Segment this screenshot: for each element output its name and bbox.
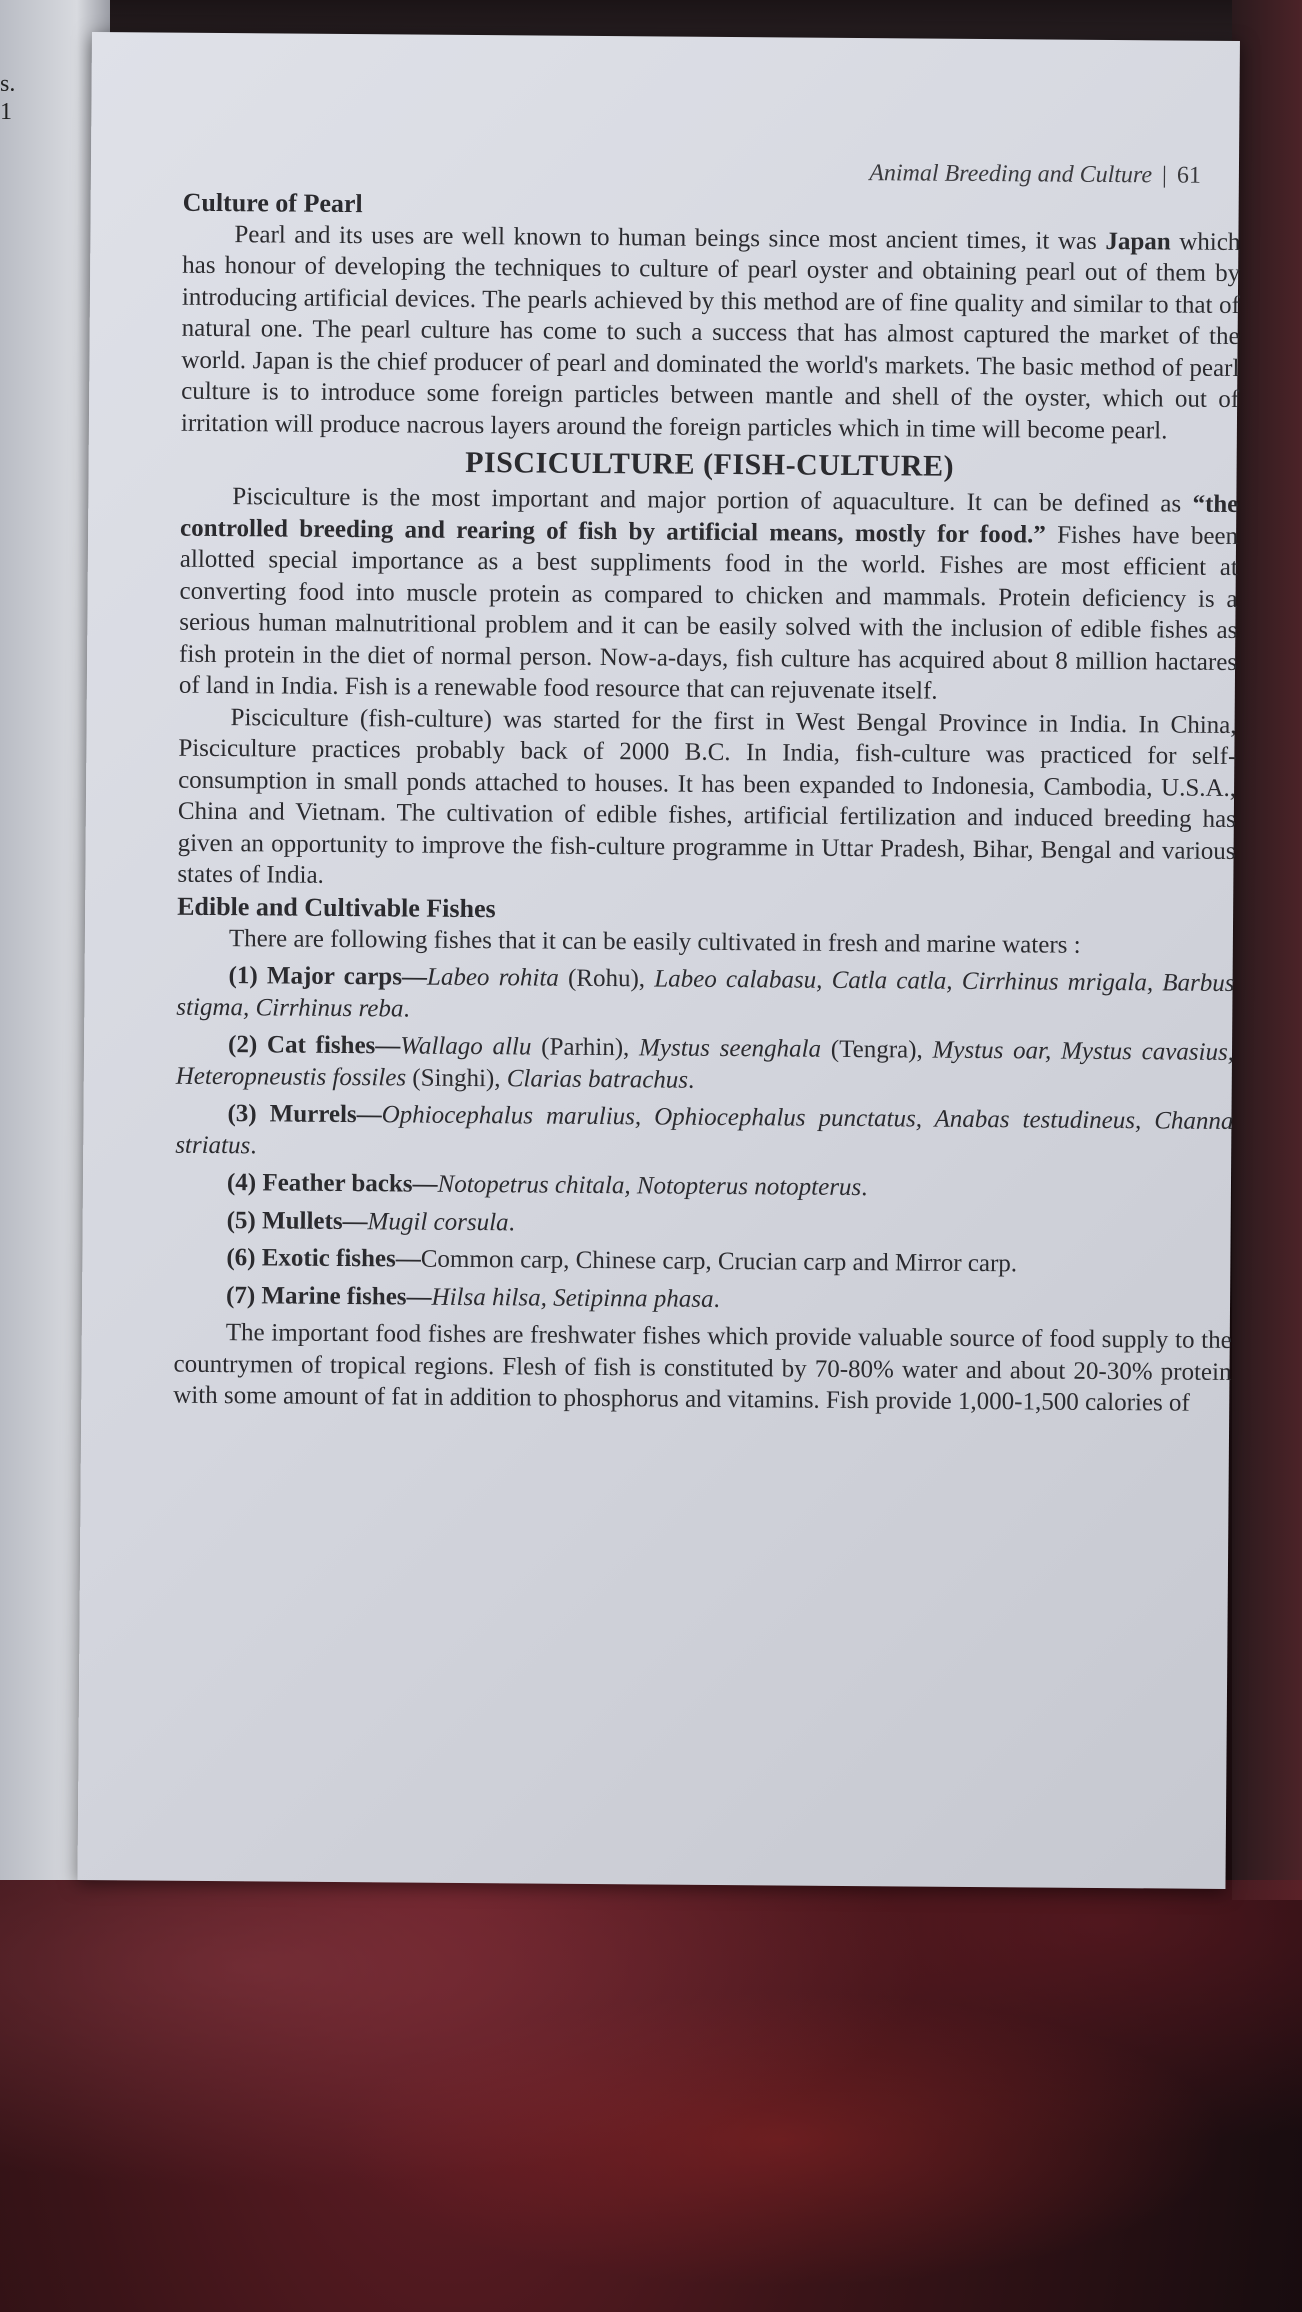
list-item-number: (3) bbox=[227, 1100, 270, 1128]
fish-list-item bbox=[176, 1029, 1234, 1100]
fish-list-item bbox=[175, 1204, 1233, 1244]
list-item-text: . bbox=[713, 1285, 720, 1313]
species-name: Hilsa hilsa, Setipinna phasa bbox=[431, 1283, 714, 1313]
list-item-number: (4) bbox=[226, 1169, 263, 1197]
list-item-title: Exotic fishes— bbox=[261, 1244, 421, 1273]
list-item-number: (1) bbox=[228, 962, 268, 990]
species-name: Mystus seenghala bbox=[639, 1034, 822, 1063]
background-fabric bbox=[0, 1880, 1302, 2312]
edible-intro: There are following fishes that it can be easily cultivated in fresh and marine waters : bbox=[228, 924, 1081, 959]
list-item-text: (Tengra), bbox=[820, 1035, 933, 1064]
list-item-text: (Parhin), bbox=[531, 1033, 640, 1062]
fish-list-item bbox=[175, 1098, 1233, 1169]
species-name: Ophiocephalus marulius, Ophiocephalus punctatus, Anabas testudineus, Channa striatus bbox=[175, 1101, 1234, 1159]
list-item-text: . bbox=[250, 1131, 257, 1159]
pearl-paragraph: Pearl and its uses are well known to human beings since most ancient times, it was Japan which has honour of developing the techniques to culture of pearl oyster and obtaining pearl out of them by introducing artificial devices. The pearls achieved by this method are of fine quality and similar to that of natural one. The pearl culture has come to such a success that has almost captured the market of the world. Japan is the chief producer of pearl and dominated the world's markets. The basic method of pearl culture is to introduce some foreign particles between mantle and shell of the oyster, which out of irritation will produce nacrous layers around the foreign particles which in time will become pearl. bbox=[180, 220, 1241, 444]
species-name: Mystus oar, Mystus cavasius, Heteropneustis fossiles bbox=[175, 1036, 1235, 1091]
pisciculture-paragraph-1: Pisciculture is the most important and major portion of aquaculture. It can be defined as “the controlled breeding and rearing of fish by artificial means, mostly for food.” Fishes have been allotted special importance as a best suppliments food in the world. Fishes are most efficient at converting food into muscle protein as compared to chicken and mammals. Protein deficiency is a serious human malnutritional problem and it can be easily solved with the inclusion of edible fishes as fish protein in the diet of normal person. Now-a-days, fish culture has acquired about 8 million hactares of land in India. Fish is a renewable food resource that can rejuvenate itself. bbox=[178, 483, 1239, 705]
species-name: Labeo calabasu, Catla catla, Cirrhinus mrigala, Barbus stigma, Cirrhinus reba bbox=[176, 965, 1235, 1022]
section-heading-pearl: Culture of Pearl bbox=[182, 187, 363, 218]
list-item-text: (Rohu), bbox=[558, 964, 655, 993]
fish-list-item bbox=[174, 1279, 1232, 1319]
list-item-text: (Singhi), bbox=[406, 1063, 507, 1092]
background-shadow-right bbox=[1232, 0, 1302, 1900]
list-item-title: Major carps— bbox=[266, 962, 428, 991]
species-name: Wallago allu bbox=[400, 1032, 532, 1061]
page-content bbox=[173, 153, 1241, 1420]
pisciculture-paragraph-2: Pisciculture (fish-culture) was started for the first in West Bengal Province in India. In China, Pisciculture practices probably back of 2000 B.C. In India, fish-culture was practiced for self-consumption in small ponds attached to houses. It has been expanded to Indonesia, Cambodia, U.S.A., China and Vietnam. The cultivation of edible fishes, artificial fertilization and induced breeding has given an opportunity to improve the fish-culture programme in Uttar Pradesh, Bihar, Bengal and various states of India. bbox=[177, 703, 1237, 889]
list-item-text: . bbox=[861, 1174, 868, 1202]
fish-list-item bbox=[174, 1242, 1232, 1282]
previous-page-marks: s. 1 bbox=[0, 71, 16, 125]
list-item-number: (7) bbox=[225, 1281, 262, 1309]
list-item-text: Common carp, Chinese carp, Crucian carp and Mirror carp. bbox=[420, 1245, 1018, 1278]
list-item-text: . bbox=[687, 1066, 695, 1094]
section-heading-pisciculture: PISCICULTURE (FISH-CULTURE) bbox=[465, 445, 955, 483]
list-item-title: Cat fishes— bbox=[266, 1031, 401, 1060]
list-item-title: Mullets— bbox=[261, 1206, 368, 1235]
fish-list-item bbox=[176, 960, 1234, 1031]
list-item-number: (2) bbox=[227, 1031, 268, 1059]
list-item-number: (5) bbox=[226, 1206, 263, 1234]
species-name: Notopetrus chitala, Notopterus notopterus bbox=[437, 1170, 862, 1202]
list-item-title: Murrels— bbox=[269, 1100, 382, 1129]
running-head-title: Animal Breeding and Culture bbox=[869, 160, 1153, 189]
species-name: Mugil corsula bbox=[367, 1207, 509, 1236]
fish-list bbox=[174, 960, 1235, 1319]
list-item-number: (6) bbox=[226, 1244, 262, 1272]
book-page bbox=[77, 32, 1239, 1889]
list-item-text: . bbox=[508, 1208, 515, 1236]
species-name: Clarias batrachus bbox=[506, 1064, 689, 1094]
list-item-text: . bbox=[403, 994, 410, 1023]
closing-paragraph: The important food fishes are freshwater fishes which provide valuable source of food supply to the countrymen of tropical regions. Flesh of fish is constituted by 70-80% water and about 20-30% protein with some amount of fat in addition to phosphorus and vitamins. Fish provide 1,000-1,500 calories of bbox=[173, 1319, 1232, 1417]
page-number: 61 bbox=[1176, 162, 1202, 189]
species-name: Labeo rohita bbox=[426, 963, 559, 992]
fish-list-item bbox=[175, 1167, 1233, 1207]
section-heading-edible-fishes: Edible and Cultivable Fishes bbox=[177, 891, 496, 923]
running-head-separator: | bbox=[1161, 162, 1168, 189]
list-item-title: Feather backs— bbox=[262, 1169, 438, 1198]
list-item-title: Marine fishes— bbox=[261, 1281, 432, 1311]
